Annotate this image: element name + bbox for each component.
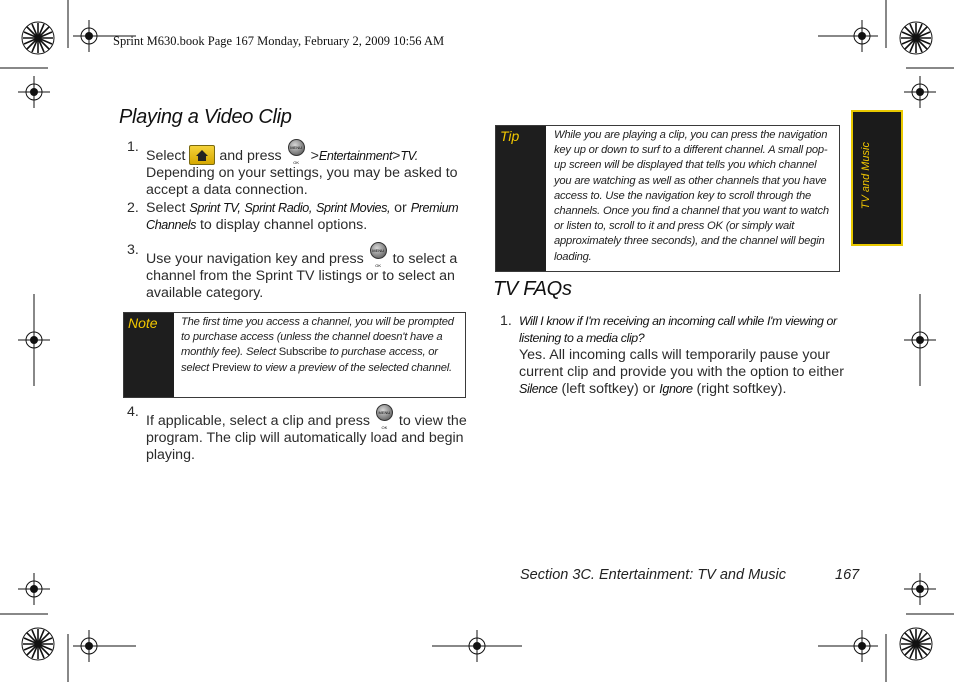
faq-item-1: 1. Will I know if I'm receiving an incoming call while I'm viewing or listening to a media clip? Yes. All incoming calls will temporarily pause your current clip and provide you with the option to either Silence (left softkey) or Ignore (right softkey).	[500, 313, 844, 397]
note-text: The first time you access a channel, you will be prompted to purchase access (unless the channel doesn't have a monthly fee). Select Subscribe to purchase access, or select Preview to view a preview of the selected channel.	[181, 316, 454, 374]
tip-text: While you are playing a clip, you can press the navigation key up or down to surf to a different channel. A small pop-up screen will be displayed that tells you which channel you are watching as well as other channels that you have access to. Use the navigation key to scroll through the channels. Once you find a channel that you want to watch or listen to, scroll to it and press OK (or simply wait approximately three seconds), and the channel will begin loading.	[554, 129, 829, 263]
step-4: 4. If applicable, select a clip and press MENU OK to view the program. The clip will automatically load and begin playing.	[127, 404, 467, 463]
menu-ok-key-icon: MENU OK	[376, 404, 393, 421]
note-label: Note	[128, 315, 158, 331]
note-callout	[123, 312, 466, 398]
print-header: Sprint M630.book Page 167 Monday, February 2, 2009 10:56 AM	[113, 34, 445, 48]
section-title-tv-faqs: TV FAQs	[493, 278, 572, 300]
faq-question: Will I know if I'm receiving an incoming call while I'm viewing or listening to a media clip?	[519, 314, 837, 345]
tip-callout	[495, 125, 840, 272]
page-number: 167	[835, 567, 860, 583]
step-1: 1. Select and press MENU OK >Entertainment>TV. Depending on your settings, you may be asked to accept a data connection.	[127, 139, 458, 198]
side-tab-label: TV and Music	[860, 142, 872, 210]
step-2: 2. Select Sprint TV, Sprint Radio, Sprint Movies, or Premium Channels to display channel options.	[127, 200, 459, 233]
step-3: 3. Use your navigation key and press MENU OK to select a channel from the Sprint TV listings or to select an available category.	[127, 242, 458, 301]
menu-ok-key-icon: MENU OK	[370, 242, 387, 259]
home-key-icon	[189, 145, 215, 165]
section-side-tab	[851, 110, 903, 246]
menu-ok-key-icon: MENU OK	[288, 139, 305, 156]
faq-answer: Yes. All incoming calls will temporarily pause your current clip and provide you with the option to either Silence (left softkey) or Ignore (right softkey).	[519, 347, 844, 397]
section-title-video-clip: Playing a Video Clip	[119, 106, 292, 128]
footer-section: Section 3C. Entertainment: TV and Music	[520, 567, 786, 583]
tip-label: Tip	[500, 128, 520, 144]
